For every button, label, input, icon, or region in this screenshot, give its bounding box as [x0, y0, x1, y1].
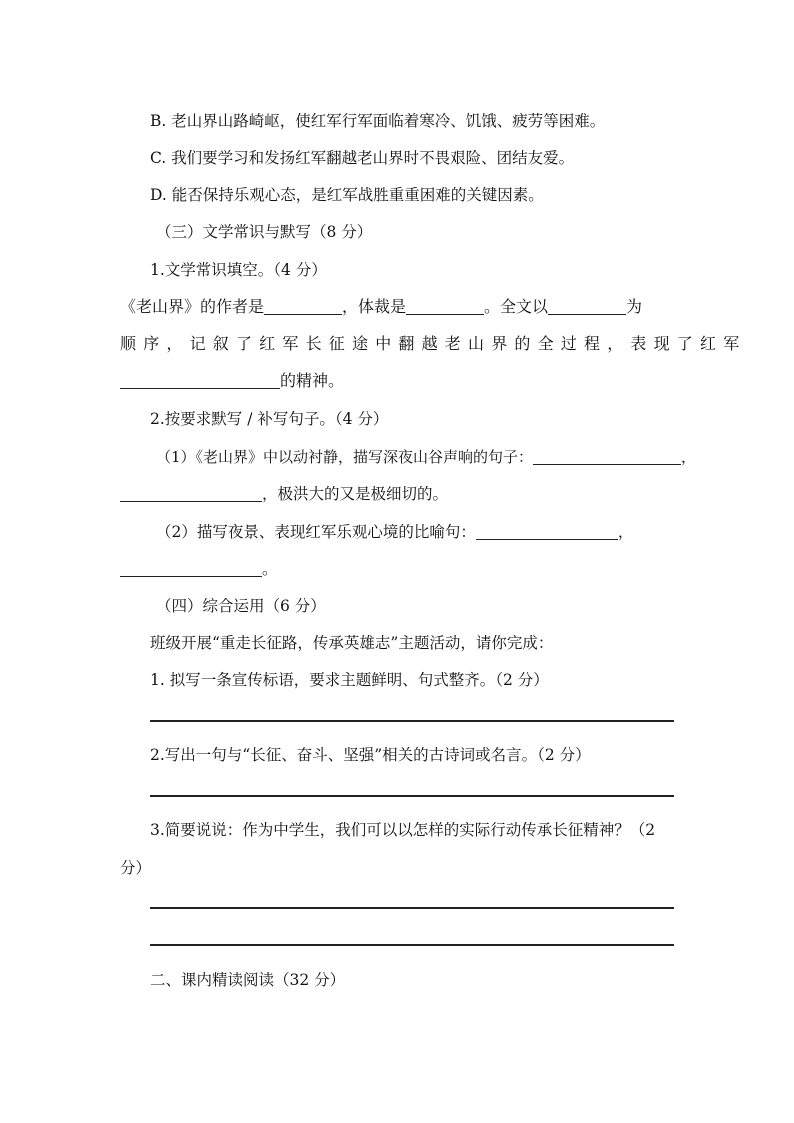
- sound-blank-2[interactable]: [120, 485, 262, 502]
- q1-line2: 顺序，记叙了红军长征途中翻越老山界的全过程，表现了红军: [120, 334, 747, 353]
- answer-line-3[interactable]: [150, 907, 674, 909]
- q2-1-line2: [120, 483, 448, 505]
- q1-text-b: ，体裁是: [342, 297, 407, 316]
- q1-line3: [120, 370, 344, 392]
- answer-line-1[interactable]: [150, 720, 674, 722]
- q1-line1: [120, 296, 642, 318]
- sound-blank-1[interactable]: [533, 448, 681, 465]
- q2-1-line1: [156, 446, 696, 468]
- genre-blank[interactable]: [406, 298, 484, 315]
- option-b: B. 老山界山路崎岖，使红军行军面临着寒冷、饥饿、疲劳等困难。: [150, 112, 606, 130]
- section-3-heading: （三）文学常识与默写（8 分）: [156, 223, 373, 241]
- q2-2-line2: [120, 558, 278, 580]
- q4-3-line2: 分）: [120, 859, 152, 877]
- metaphor-blank-2[interactable]: [120, 560, 262, 577]
- metaphor-blank-1[interactable]: [476, 523, 618, 540]
- author-blank[interactable]: [264, 298, 342, 315]
- option-d: D. 能否保持乐观心态，是红军战胜重重困难的关键因素。: [150, 186, 544, 204]
- q2-2-period: 。: [262, 560, 278, 578]
- spirit-blank[interactable]: [120, 372, 280, 389]
- q1-title: 1.文学常识填空。（4 分）: [150, 261, 327, 279]
- q2-2-line1: [156, 521, 633, 543]
- part-2-heading: 二、课内精读阅读（32 分）: [150, 971, 346, 989]
- order-blank[interactable]: [548, 298, 626, 315]
- q4-3-line1: 3.简要说说：作为中学生，我们可以以怎样的实际行动传承长征精神？（2: [150, 821, 656, 839]
- answer-line-2[interactable]: [150, 795, 674, 797]
- answer-line-4[interactable]: [150, 944, 674, 946]
- q2-1-comma: ，: [681, 448, 697, 466]
- section-4-heading: （四）综合运用（6 分）: [156, 597, 326, 615]
- option-c: C. 我们要学习和发扬红军翻越老山界时不畏艰险、团结友爱。: [150, 149, 575, 167]
- q2-title: 2.按要求默写 / 补写句子。（4 分）: [150, 410, 389, 428]
- q1-text-e: 的精神。: [280, 371, 345, 390]
- q2-2-comma: ，: [617, 523, 634, 541]
- q1-text-c: 。全文以: [484, 297, 549, 316]
- q2-1-prompt: （1）《老山界》中以动衬静，描写深夜山谷声响的句子：: [156, 448, 534, 466]
- q2-2-prompt: （2）描写夜景、表现红军乐观心境的比喻句：: [156, 523, 476, 541]
- q1-text-d: 为: [626, 297, 643, 316]
- activity-intro: 班级开展“重走长征路，传承英雄志”主题活动，请你完成：: [150, 634, 554, 652]
- q1-text-a: 《老山界》的作者是: [120, 297, 265, 316]
- q2-1-tail: ，极洪大的又是极细切的。: [262, 485, 449, 503]
- q4-2: 2.写出一句与“长征、奋斗、坚强”相关的古诗词或名言。（2 分）: [150, 746, 591, 764]
- q4-1: 1. 拟写一条宣传标语，要求主题鲜明、句式整齐。（2 分）: [150, 671, 549, 689]
